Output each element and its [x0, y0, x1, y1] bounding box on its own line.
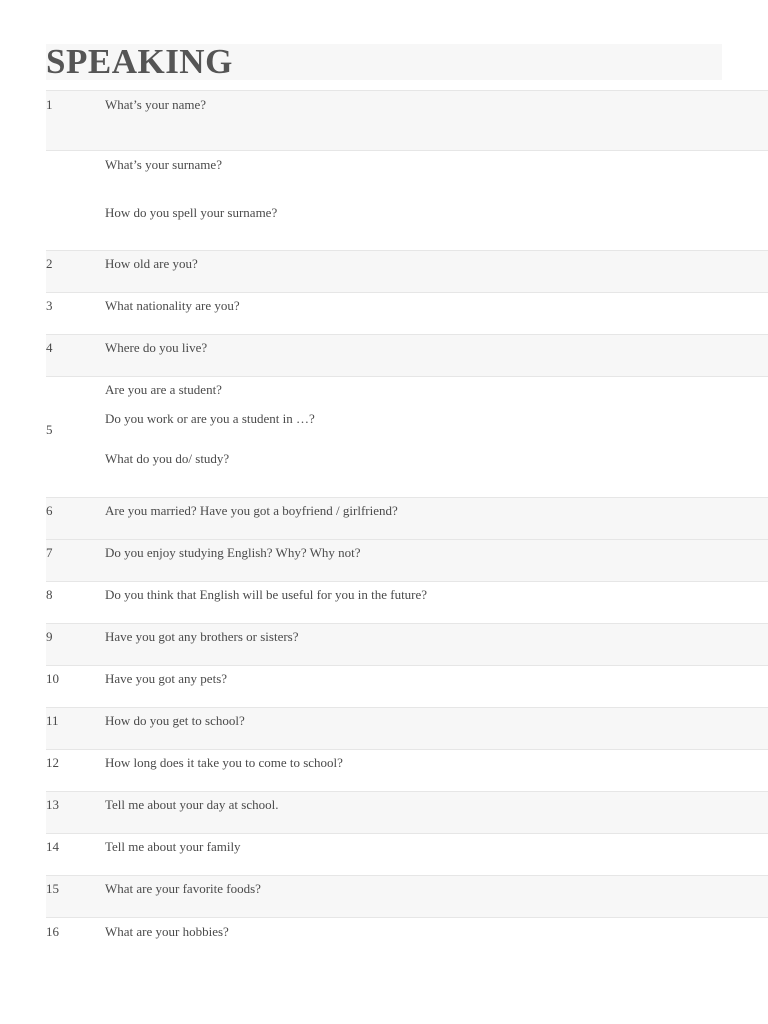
- table-row: [46, 833, 768, 875]
- question-number: 12: [46, 755, 59, 770]
- question-number: 6: [46, 503, 53, 518]
- table-row: [46, 875, 768, 917]
- question-text: What’s your surname?: [105, 157, 222, 172]
- question-text: What are your favorite foods?: [105, 881, 261, 896]
- question-text: How do you spell your surname?: [105, 205, 278, 220]
- question-text: What do you do/ study?: [105, 451, 230, 466]
- question-number: 15: [46, 881, 59, 896]
- table-row: [46, 497, 768, 539]
- table-row: [46, 250, 768, 292]
- table-row: [46, 292, 768, 334]
- question-number: 1: [46, 97, 53, 112]
- question-number: 9: [46, 629, 53, 644]
- table-row: [46, 707, 768, 749]
- table-row: [46, 581, 768, 623]
- question-number: 5: [46, 422, 53, 437]
- table-row: [46, 376, 768, 497]
- table-row: [46, 917, 768, 959]
- question-number: 2: [46, 256, 53, 271]
- table-row: [46, 539, 768, 581]
- table-row: [46, 334, 768, 376]
- question-number: 14: [46, 839, 59, 854]
- question-text: Do you think that English will be useful for you in the future?: [105, 587, 428, 602]
- question-text: Tell me about your day at school.: [105, 797, 279, 812]
- question-text: Tell me about your family: [105, 839, 241, 854]
- question-number: 11: [46, 713, 59, 728]
- question-text: What nationality are you?: [105, 298, 240, 313]
- table-row: [46, 150, 768, 250]
- question-number: 16: [46, 924, 59, 939]
- question-text: How long does it take you to come to school?: [105, 755, 343, 770]
- question-text: Do you work or are you a student in …?: [105, 411, 315, 426]
- table-row: [46, 90, 768, 150]
- question-text: What are your hobbies?: [105, 924, 229, 939]
- question-number: 10: [46, 671, 59, 686]
- question-number: 13: [46, 797, 59, 812]
- question-text: Where do you live?: [105, 340, 208, 355]
- question-number: 3: [46, 298, 53, 313]
- question-text: How do you get to school?: [105, 713, 245, 728]
- question-text: How old are you?: [105, 256, 198, 271]
- question-text: What’s your name?: [105, 97, 207, 112]
- question-text: Have you got any brothers or sisters?: [105, 629, 299, 644]
- question-text: Do you enjoy studying English? Why? Why not?: [105, 545, 361, 560]
- question-text: Are you married? Have you got a boyfriend / girlfriend?: [105, 503, 398, 518]
- question-number: 8: [46, 587, 53, 602]
- question-number: 4: [46, 340, 53, 355]
- page-title: SPEAKING: [46, 42, 233, 81]
- question-text: Are you are a student?: [105, 382, 222, 397]
- questions-table: [46, 90, 768, 959]
- question-number: 7: [46, 545, 53, 560]
- question-text: Have you got any pets?: [105, 671, 228, 686]
- table-row: [46, 665, 768, 707]
- table-row: [46, 749, 768, 791]
- table-row: [46, 791, 768, 833]
- table-row: [46, 623, 768, 665]
